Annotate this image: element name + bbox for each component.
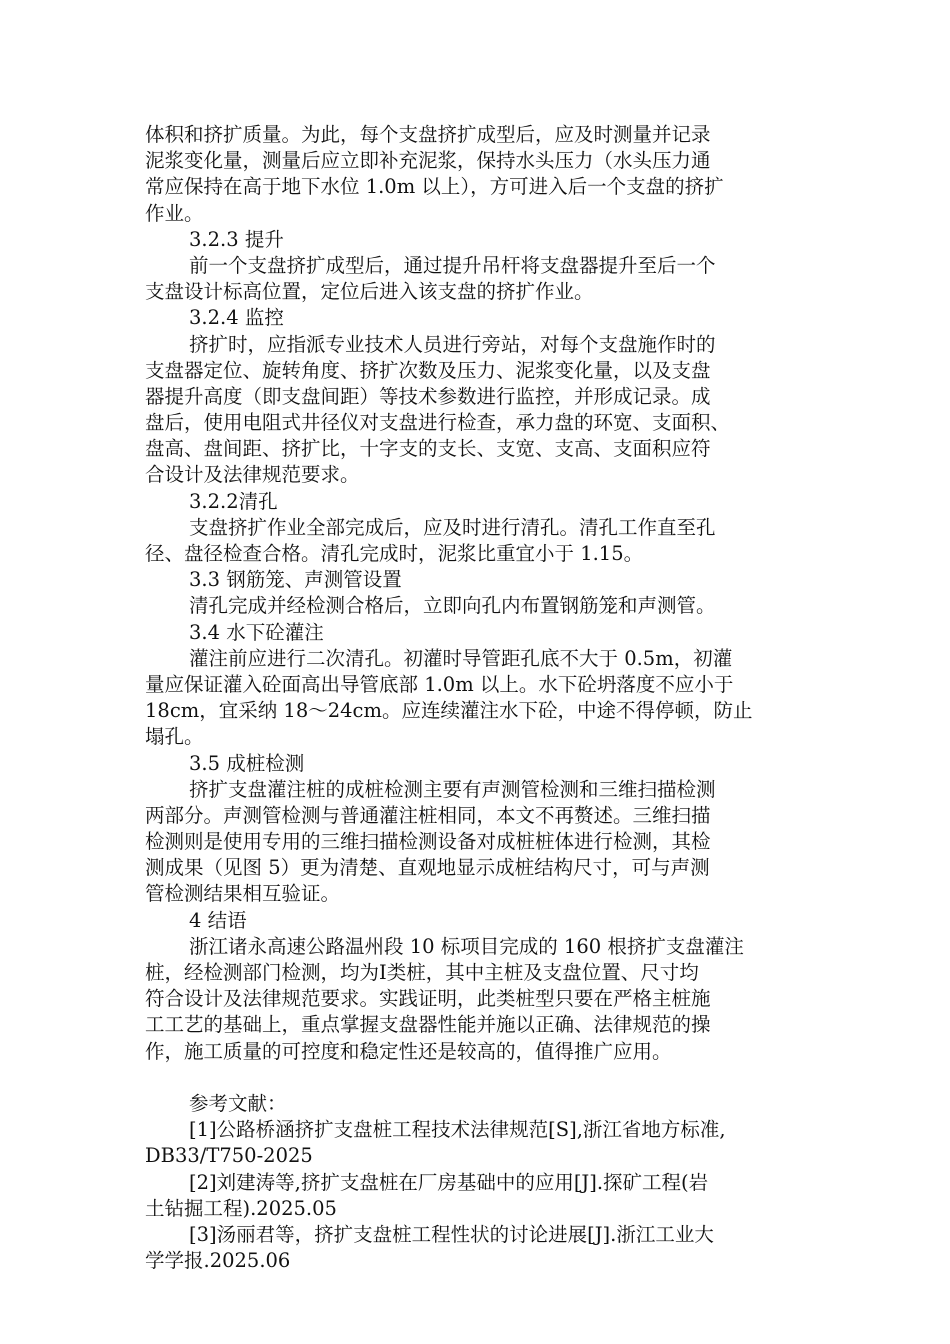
text-line: 3.5 成桩检测: [189, 751, 305, 775]
text-line: 3.2.4 监控: [189, 306, 284, 330]
document-page: [145, 122, 810, 1274]
text-line: 体积和挤扩质量。为此，每个支盘挤扩成型后，应及时测量并记录: [145, 123, 711, 146]
text-line: 盘后，使用电阻式井径仪对支盘进行检查，承力盘的环宽、支面积、: [145, 411, 731, 435]
references-heading: 参考文献：: [189, 1091, 287, 1115]
text-line: 塌孔。: [145, 725, 204, 749]
reference-1-line-2: DB33/T750-2025: [145, 1144, 313, 1168]
text-line: 支盘器定位、旋转角度、挤扩次数及压力、泥浆变化量，以及支盘: [145, 358, 711, 382]
text-line: 灌注前应进行二次清孔。初灌时导管距孔底不大于 0.5m，初灌: [189, 646, 733, 670]
reference-2-line-2: 土钻掘工程).2025.05: [145, 1196, 337, 1220]
text-line: 管检测结果相互验证。: [145, 882, 341, 906]
text-line: 两部分。声测管检测与普通灌注桩相同，本文不再赘述。三维扫描: [145, 803, 711, 827]
text-line: 3.3 钢筋笼、声测管设置: [189, 568, 402, 592]
text-line: 泥浆变化量，测量后应立即补充泥浆，保持水头压力（水头压力通: [145, 149, 711, 173]
reference-1-line-1: [1]公路桥涵挤扩支盘桩工程技术法律规范[S],浙江省地方标准,: [189, 1118, 726, 1142]
text-line: 径、盘径检查合格。清孔完成时，泥浆比重宜小于 1.15。: [145, 542, 644, 565]
section-gap: [145, 1065, 810, 1091]
reference-2-line-1: [2]刘建涛等,挤扩支盘桩在厂房基础中的应用[J].探矿工程(岩: [189, 1170, 709, 1194]
body-text: [145, 122, 810, 1065]
text-line: 作，施工质量的可控度和稳定性还是较高的，值得推广应用。: [145, 1039, 672, 1063]
text-line: 挤扩支盘灌注桩的成桩检测主要有声测管检测和三维扫描检测: [189, 777, 716, 801]
text-line: 3.2.2清孔: [189, 489, 278, 513]
text-line: 3.4 水下砼灌注: [189, 620, 324, 644]
text-line: 挤扩时，应指派专业技术人员进行旁站，对每个支盘施作时的: [189, 332, 716, 356]
text-line: 检测则是使用专用的三维扫描检测设备对成桩桩体进行检测，其检: [145, 830, 711, 854]
text-line: 工工艺的基础上，重点掌握支盘器性能并施以正确、法律规范的操: [145, 1013, 711, 1037]
text-line: 4 结语: [189, 908, 247, 932]
text-line: 浙江诸永高速公路温州段 10 标项目完成的 160 根挤扩支盘灌注: [189, 934, 744, 958]
text-line: 支盘设计标高位置，定位后进入该支盘的挤扩作业。: [145, 280, 594, 304]
reference-3-line-1: [3]汤丽君等，挤扩支盘桩工程性状的讨论进展[J].浙江工业大: [189, 1222, 714, 1246]
text-line: 作业。: [145, 201, 204, 225]
text-line: 3.2.3 提升: [189, 227, 284, 251]
text-line: 合设计及法律规范要求。: [145, 463, 360, 487]
text-line: 器提升高度（即支盘间距）等技术参数进行监控，并形成记录。成: [145, 384, 711, 408]
text-line: 符合设计及法律规范要求。实践证明，此类桩型只要在严格主桩施: [145, 987, 711, 1011]
text-line: 桩，经检测部门检测，均为Ⅰ类桩，其中主桩及支盘位置、尺寸均: [145, 961, 699, 984]
references: [145, 1091, 810, 1274]
text-line: 18cm，宜采纳 18～24cm。应连续灌注水下砼，中途不得停顿，防止: [145, 699, 753, 723]
text-line: 支盘挤扩作业全部完成后，应及时进行清孔。清孔工作直至孔: [189, 515, 716, 539]
text-line: 前一个支盘挤扩成型后，通过提升吊杆将支盘器提升至后一个: [189, 253, 716, 277]
text-line: 量应保证灌入砼面高出导管底部 1.0m 以上。水下砼坍落度不应小于: [145, 672, 734, 696]
text-line: 清孔完成并经检测合格后，立即向孔内布置钢筋笼和声测管。: [189, 594, 716, 618]
text-line: 盘高、盘间距、挤扩比，十字支的支长、支宽、支高、支面积应符: [145, 437, 711, 461]
reference-3-line-2: 学学报.2025.06: [145, 1249, 291, 1273]
text-line: 测成果（见图 5）更为清楚、直观地显示成桩结构尺寸，可与声测: [145, 856, 710, 880]
text-line: 常应保持在高于地下水位 1.0m 以上），方可进入后一个支盘的挤扩: [145, 175, 724, 199]
